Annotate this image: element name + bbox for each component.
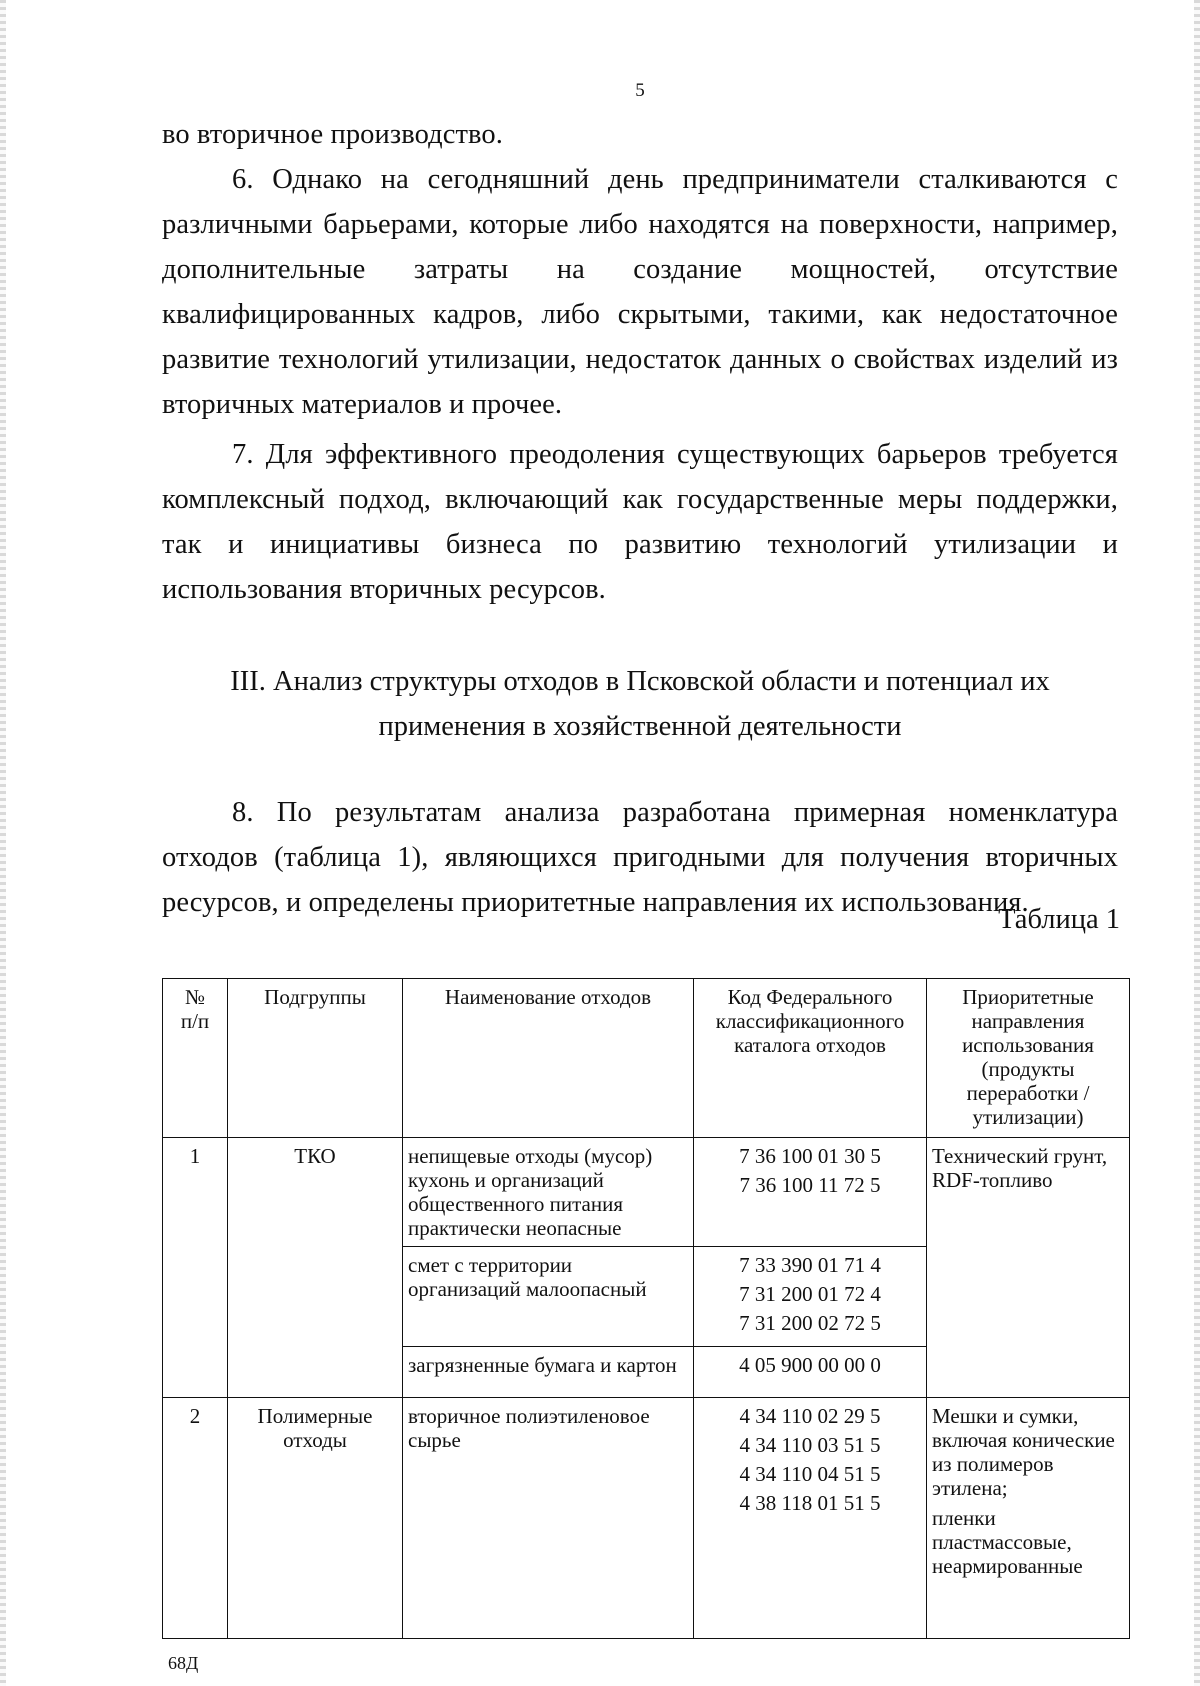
paragraph-8-text: 8. По результатам анализа разработана примерная номенклатура отходов (таблица 1), являющихся пригодными для получения вторичных ресурсов, и определены приоритетные направления их использования. [162, 797, 1118, 918]
paragraph-8 [162, 790, 1118, 925]
code-cell [694, 1347, 927, 1398]
priority-text: Мешки и сумки, включая конические из полимеров этилена; [932, 1404, 1115, 1500]
table-row [163, 1138, 1130, 1247]
header-subgroups: Подгруппы [228, 979, 403, 1138]
page-number: 5 [635, 80, 645, 101]
fkko-code: 4 34 110 02 29 5 [739, 1404, 881, 1428]
table-header-row [163, 979, 1130, 1138]
header-num [163, 979, 228, 1138]
fkko-code: 4 34 110 04 51 5 [739, 1462, 881, 1486]
waste-name-cell: смет с территории организаций малоопасный [403, 1247, 694, 1347]
table-caption: Таблица 1 [998, 904, 1120, 935]
section-heading-line2: применения в хозяйственной деятельности [378, 711, 902, 742]
fkko-code: 7 31 200 02 72 5 [739, 1311, 881, 1335]
header-waste-name: Наименование отходов [403, 979, 694, 1138]
waste-table [162, 978, 1130, 1639]
row-num: 2 [163, 1398, 228, 1639]
row-subgroup: Полимерные отходы [228, 1398, 403, 1639]
waste-name-cell: непищевые отходы (мусор) кухонь и организаций общественного питания практически неопасные [403, 1138, 694, 1247]
fkko-code: 7 36 100 01 30 5 [739, 1144, 881, 1168]
row-num: 1 [163, 1138, 228, 1398]
fkko-code: 7 36 100 11 72 5 [739, 1173, 881, 1197]
paragraph-7-text: 7. Для эффективного преодоления существующих барьеров требуется комплексный подход, включающий как государственные меры поддержки, так и инициативы бизнеса по развитию технологий утилизации и использования вторичных ресурсов. [162, 439, 1118, 605]
waste-name-cell: вторичное полиэтиленовое сырье [403, 1398, 694, 1639]
header-num-symbol: № [184, 985, 206, 1009]
priority-cell: Технический грунт, RDF-топливо [927, 1138, 1130, 1398]
paragraph-7 [162, 432, 1118, 612]
section-heading [162, 659, 1118, 749]
header-priority: Приоритетные направления использования (продукты переработки / утилизации) [927, 979, 1130, 1138]
priority-text: пленки пластмассовые, неармированные [932, 1506, 1083, 1578]
fkko-code: 7 31 200 01 72 4 [739, 1282, 881, 1306]
code-cell [694, 1398, 927, 1639]
paragraph-6-text: 6. Однако на сегодняшний день предприниматели сталкиваются с различными барьерами, которые либо находятся на поверхности, например, дополнительные затраты на создание мощностей, отсутствие квалифицированных кадров, либо скрытыми, такими, как недостаточное развитие технологий утилизации, недостаток данных о свойствах изделий из вторичных материалов и прочее. [162, 164, 1118, 420]
fkko-code: 4 34 110 03 51 5 [739, 1433, 881, 1457]
code-cell [694, 1247, 927, 1347]
header-num-abbrev: п/п [180, 1009, 210, 1033]
scan-edge-left [0, 0, 6, 1686]
footer-code: 68Д [168, 1653, 199, 1673]
waste-name-cell: загрязненные бумага и картон [403, 1347, 694, 1398]
header-fkko-code: Код Федерального классификационного каталога отходов [694, 979, 927, 1138]
row-subgroup: ТКО [228, 1138, 403, 1398]
table-row [163, 1398, 1130, 1639]
section-heading-line1: III. Анализ структуры отходов в Псковской области и потенциал их [230, 666, 1050, 697]
scan-edge-right [1194, 0, 1200, 1686]
fkko-code: 4 05 900 00 00 0 [739, 1353, 881, 1377]
priority-cell [927, 1398, 1130, 1639]
code-cell [694, 1138, 927, 1247]
paragraph-continuation: во вторичное производство. [162, 119, 503, 150]
paragraph-6 [162, 157, 1118, 427]
fkko-code: 7 33 390 01 71 4 [739, 1253, 881, 1277]
fkko-code: 4 38 118 01 51 5 [739, 1491, 881, 1515]
